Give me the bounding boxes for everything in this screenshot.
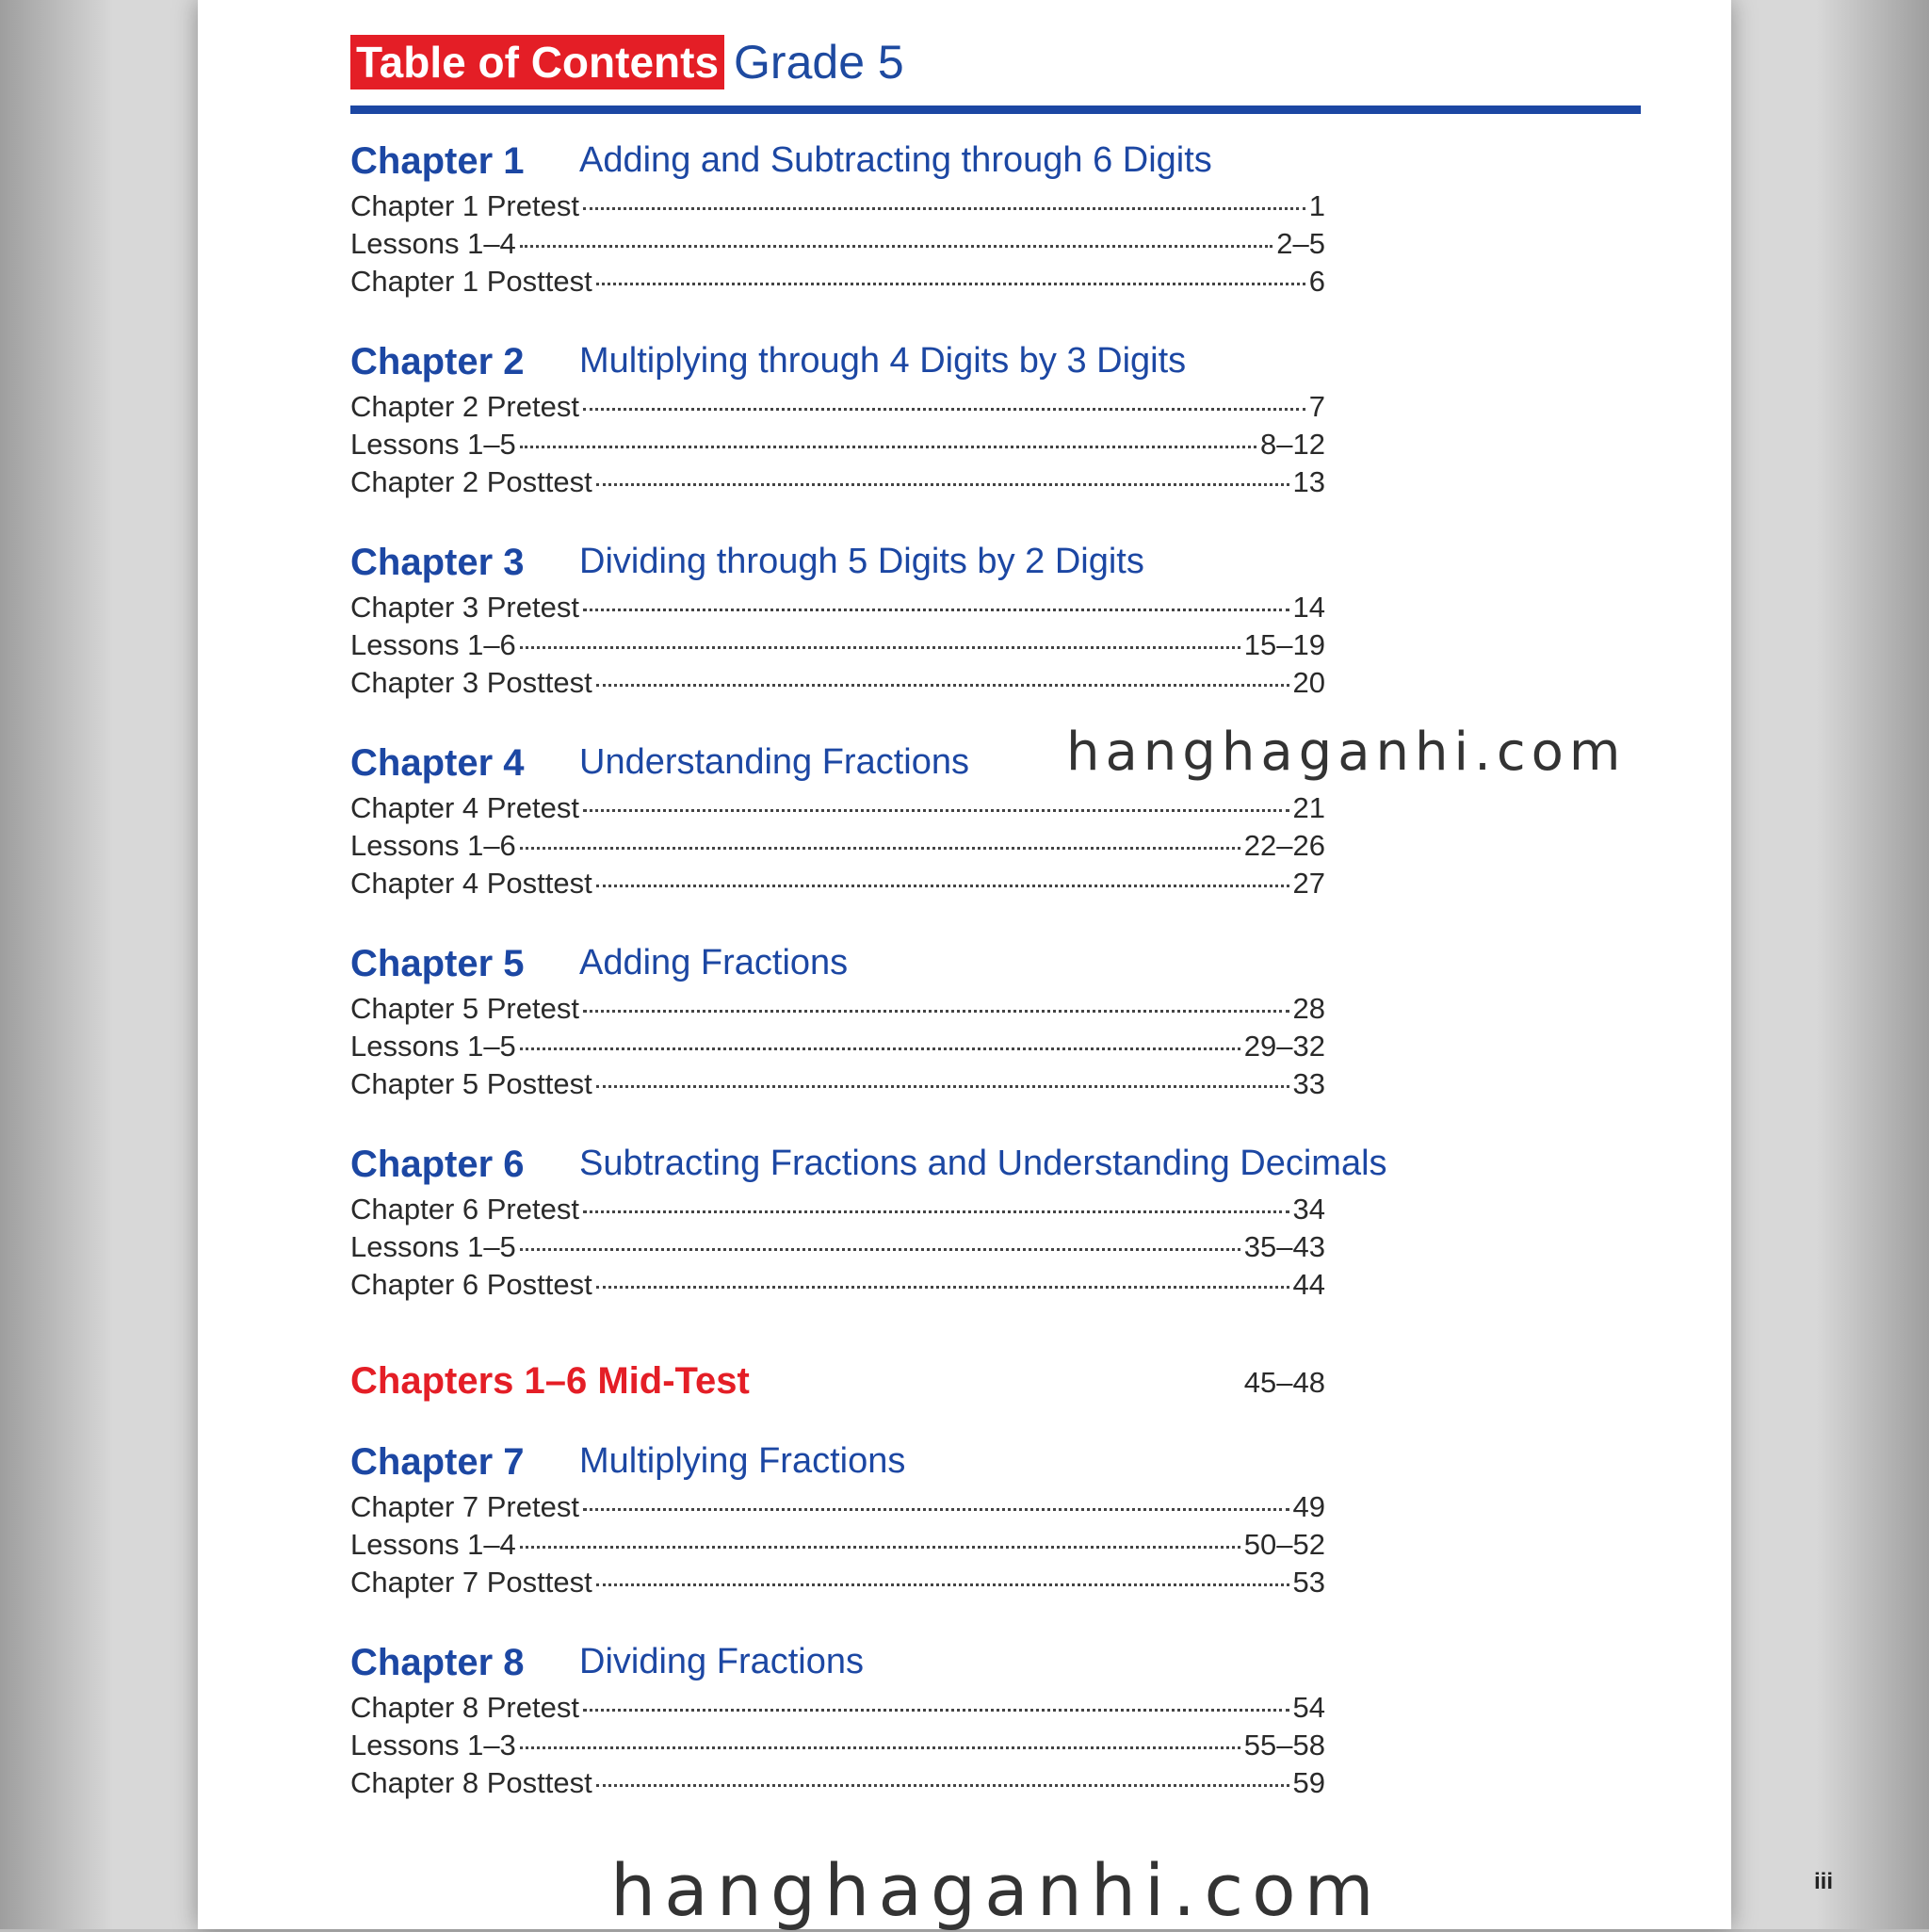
chapter-8-section: [350, 1638, 1368, 1804]
dot-leader: [596, 1286, 1289, 1289]
chapter-title: Dividing Fractions: [579, 1642, 864, 1681]
dot-leader: [520, 646, 1240, 649]
toc-entry[interactable]: [350, 227, 1325, 265]
entry-pages: 35–43: [1243, 1230, 1325, 1263]
entry-pages: 50–52: [1243, 1528, 1325, 1561]
entry-pages: 28: [1292, 992, 1325, 1025]
entry-pages: 15–19: [1243, 628, 1325, 661]
chapter-title: Multiplying through 4 Digits by 3 Digits: [579, 341, 1187, 381]
dot-leader: [583, 408, 1305, 411]
toc-entry[interactable]: [350, 666, 1325, 704]
entry-label: Chapter 1 Posttest: [350, 265, 592, 298]
toc-entry[interactable]: [350, 1230, 1325, 1268]
chapter-7-section: [350, 1437, 1368, 1603]
toc-entry[interactable]: [350, 465, 1325, 503]
entry-label: Lessons 1–5: [350, 428, 516, 461]
dot-leader: [596, 1784, 1289, 1787]
dot-leader: [520, 446, 1256, 448]
chapter-6-section: [350, 1140, 1387, 1306]
entry-label: Chapter 3 Pretest: [350, 591, 579, 624]
dot-leader: [596, 1085, 1289, 1088]
entry-pages: 34: [1292, 1193, 1325, 1226]
entry-pages: 21: [1292, 791, 1325, 824]
dot-leader: [596, 1583, 1289, 1586]
chapter-label: Chapter 5: [350, 943, 525, 984]
dot-leader: [520, 847, 1240, 850]
dot-leader: [583, 1508, 1289, 1511]
entry-pages: 27: [1292, 867, 1325, 900]
chapter-label: Chapter 2: [350, 341, 525, 382]
toc-entry[interactable]: [350, 1067, 1325, 1105]
entry-label: Chapter 5 Pretest: [350, 992, 579, 1025]
chapter-3-section: [350, 538, 1368, 704]
chapter-1-section: [350, 137, 1368, 302]
entry-pages: 20: [1292, 666, 1325, 699]
chapter-title: Adding Fractions: [579, 943, 849, 982]
entry-pages: 29–32: [1243, 1030, 1325, 1063]
toc-entry[interactable]: [350, 829, 1325, 867]
header-title-red: Table of Contents: [350, 35, 724, 89]
entry-label: Lessons 1–3: [350, 1729, 516, 1762]
chapter-label: Chapter 3: [350, 542, 525, 583]
entry-label: Chapter 7 Pretest: [350, 1490, 579, 1523]
page-header: [350, 34, 904, 90]
entry-label: Chapter 4 Pretest: [350, 791, 579, 824]
entry-label: Chapter 8 Posttest: [350, 1766, 592, 1799]
entry-label: Chapter 2 Posttest: [350, 465, 592, 498]
entry-label: Chapter 5 Posttest: [350, 1067, 592, 1100]
dot-leader: [583, 1210, 1289, 1213]
dot-leader: [520, 1746, 1240, 1749]
dot-leader: [520, 1047, 1240, 1050]
chapter-5-section: [350, 939, 1368, 1105]
entry-label: Chapter 6 Posttest: [350, 1268, 592, 1301]
header-divider: [350, 106, 1641, 114]
toc-entry[interactable]: [350, 428, 1325, 465]
toc-entry[interactable]: [350, 867, 1325, 904]
entry-pages: 2–5: [1276, 227, 1325, 260]
entry-pages: 22–26: [1243, 829, 1325, 862]
entry-pages: 7: [1308, 390, 1325, 423]
toc-entry[interactable]: [350, 1691, 1325, 1729]
dot-leader: [596, 684, 1289, 687]
chapter-title: Multiplying Fractions: [579, 1441, 906, 1481]
entry-pages: 54: [1292, 1691, 1325, 1724]
entry-pages: 1: [1308, 189, 1325, 222]
chapter-label: Chapter 1: [350, 140, 525, 182]
toc-entry[interactable]: [350, 1268, 1325, 1306]
entry-label: Chapter 1 Pretest: [350, 189, 579, 222]
toc-entry[interactable]: [350, 992, 1325, 1030]
dot-leader: [520, 1248, 1240, 1251]
dot-leader: [583, 1010, 1289, 1013]
watermark-bottom: hanghaganhi.com: [610, 1848, 1383, 1932]
dot-leader: [583, 609, 1289, 611]
chapter-title: Adding and Subtracting through 6 Digits: [579, 140, 1212, 180]
toc-entry[interactable]: [350, 791, 1325, 829]
dot-leader: [583, 809, 1289, 812]
entry-label: Chapter 4 Posttest: [350, 867, 592, 900]
dot-leader: [596, 283, 1305, 285]
entry-pages: 33: [1292, 1067, 1325, 1100]
chapter-label: Chapter 7: [350, 1441, 525, 1483]
dot-leader: [596, 483, 1289, 486]
toc-entry[interactable]: [350, 1766, 1325, 1804]
entry-label: Lessons 1–5: [350, 1030, 516, 1063]
chapter-title: Dividing through 5 Digits by 2 Digits: [579, 542, 1144, 581]
entry-pages: 59: [1292, 1766, 1325, 1799]
dot-leader: [583, 207, 1305, 210]
chapter-label: Chapter 4: [350, 742, 525, 784]
entry-label: Lessons 1–6: [350, 829, 516, 862]
entry-label: Lessons 1–5: [350, 1230, 516, 1263]
entry-label: Chapter 7 Posttest: [350, 1566, 592, 1599]
toc-entry[interactable]: [350, 1528, 1325, 1566]
entry-pages: 53: [1292, 1566, 1325, 1599]
dot-leader: [596, 885, 1289, 887]
header-title-grade: Grade 5: [734, 36, 904, 89]
entry-label: Chapter 8 Pretest: [350, 1691, 579, 1724]
document-page: [198, 0, 1834, 1929]
toc-entry[interactable]: [350, 628, 1325, 666]
midtest-pages: 45–48: [1243, 1366, 1325, 1399]
page-number: iii: [1814, 1869, 1834, 1894]
dot-leader: [583, 1709, 1289, 1712]
entry-label: Lessons 1–4: [350, 227, 516, 260]
entry-pages: 49: [1292, 1490, 1325, 1523]
toc-entry[interactable]: [350, 1566, 1325, 1603]
toc-entry[interactable]: [350, 591, 1325, 628]
entry-pages: 6: [1308, 265, 1325, 298]
entry-label: Lessons 1–6: [350, 628, 516, 661]
entry-pages: 14: [1292, 591, 1325, 624]
entry-pages: 44: [1292, 1268, 1325, 1301]
chapter-label: Chapter 8: [350, 1642, 525, 1683]
toc-entry[interactable]: [350, 265, 1325, 302]
entry-label: Lessons 1–4: [350, 1528, 516, 1561]
dot-leader: [520, 1546, 1240, 1549]
midtest-label: Chapters 1–6 Mid-Test: [350, 1360, 750, 1402]
entry-pages: 55–58: [1243, 1729, 1325, 1762]
toc-entry[interactable]: [350, 390, 1325, 428]
entry-label: Chapter 6 Pretest: [350, 1193, 579, 1226]
watermark-mid: hanghaganhi.com: [1066, 722, 1627, 783]
toc-entry[interactable]: [350, 189, 1325, 227]
entry-pages: 13: [1292, 465, 1325, 498]
toc-entry[interactable]: [350, 1193, 1325, 1230]
midtest-entry[interactable]: [350, 1356, 1325, 1405]
toc-entry[interactable]: [350, 1490, 1325, 1528]
chapter-label: Chapter 6: [350, 1144, 525, 1185]
chapter-2-section: [350, 337, 1368, 503]
chapter-title: Understanding Fractions: [579, 742, 969, 782]
dot-leader: [520, 245, 1272, 248]
toc-entry[interactable]: [350, 1729, 1325, 1766]
chapter-title: Subtracting Fractions and Understanding Decimals: [579, 1144, 1387, 1183]
toc-entry[interactable]: [350, 1030, 1325, 1067]
entry-label: Chapter 3 Posttest: [350, 666, 592, 699]
entry-label: Chapter 2 Pretest: [350, 390, 579, 423]
entry-pages: 8–12: [1260, 428, 1325, 461]
